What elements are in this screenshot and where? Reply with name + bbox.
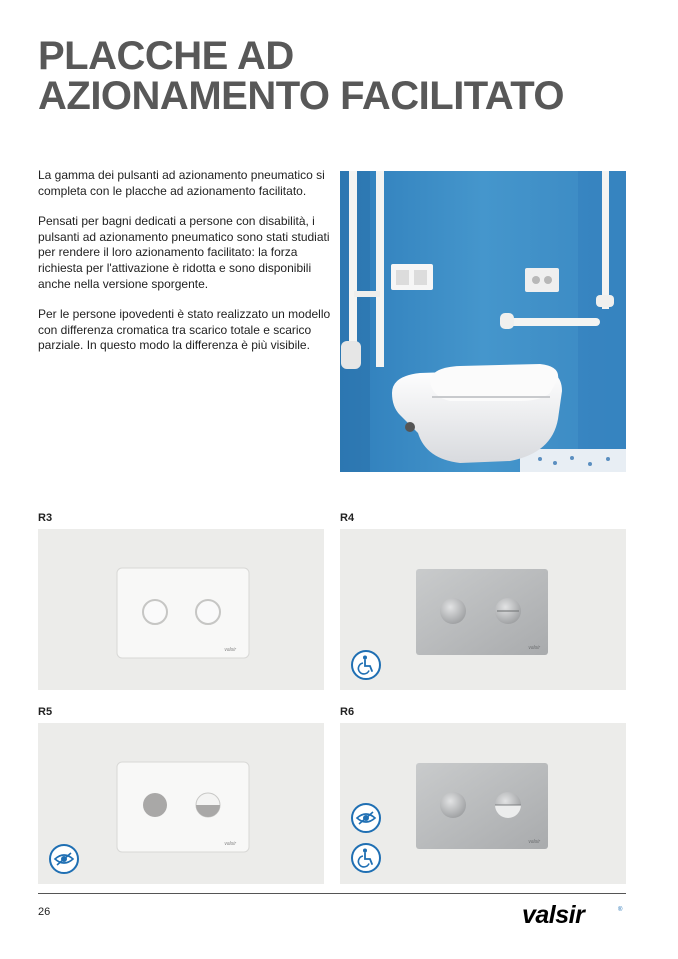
wheelchair-icon [351, 650, 381, 680]
product-code-r4: R4 [340, 512, 355, 524]
product-photo-r6 [340, 723, 626, 884]
page-title-line-1: PLACCHE AD [38, 34, 294, 78]
product-photo-r4 [340, 529, 626, 690]
eye-icon [49, 844, 79, 874]
intro-paragraph-2: Pensati per bagni dedicati a persone con disabilità, i pulsanti ad azionamento pneumatico sono stati studiati per rendere il loro azionamento facilitato: la forza richiesta per l'attivazione è ridotta e sono disponibili anche nella versione sporgente. [38, 214, 330, 291]
product-photo-r3 [38, 529, 324, 690]
plate-brand-r3: valsir [224, 647, 236, 653]
page-number: 26 [38, 906, 51, 918]
page-title-line-2: AZIONAMENTO FACILITATO [38, 74, 565, 118]
product-code-r5: R5 [38, 706, 53, 718]
product-code-r3: R3 [38, 512, 53, 524]
intro-paragraph-3: Per le persone ipovedenti è stato realizzato un modello con differenza cromatica tra scarico totale e scarico parziale. In questo modo la differenza è più visibile. [38, 307, 331, 353]
product-photo-r5 [38, 723, 324, 884]
logo-text: valsir [522, 901, 585, 929]
plate-brand-r4: valsir [528, 645, 540, 651]
page-title [38, 36, 658, 116]
wheelchair-icon [351, 843, 381, 873]
intro-paragraph-1: La gamma dei pulsanti ad azionamento pneumatico si completa con le placche ad azionamento facilitato. [38, 168, 325, 198]
bathroom-photo [340, 171, 626, 472]
eye-icon [351, 803, 381, 833]
product-code-r6: R6 [340, 706, 355, 718]
footer-divider [38, 893, 626, 894]
intro-text [38, 168, 333, 369]
plate-brand-r6: valsir [528, 839, 540, 845]
logo-mark: ® [618, 907, 623, 913]
valsir-logo [518, 898, 626, 930]
plate-brand-r5: valsir [224, 841, 236, 847]
